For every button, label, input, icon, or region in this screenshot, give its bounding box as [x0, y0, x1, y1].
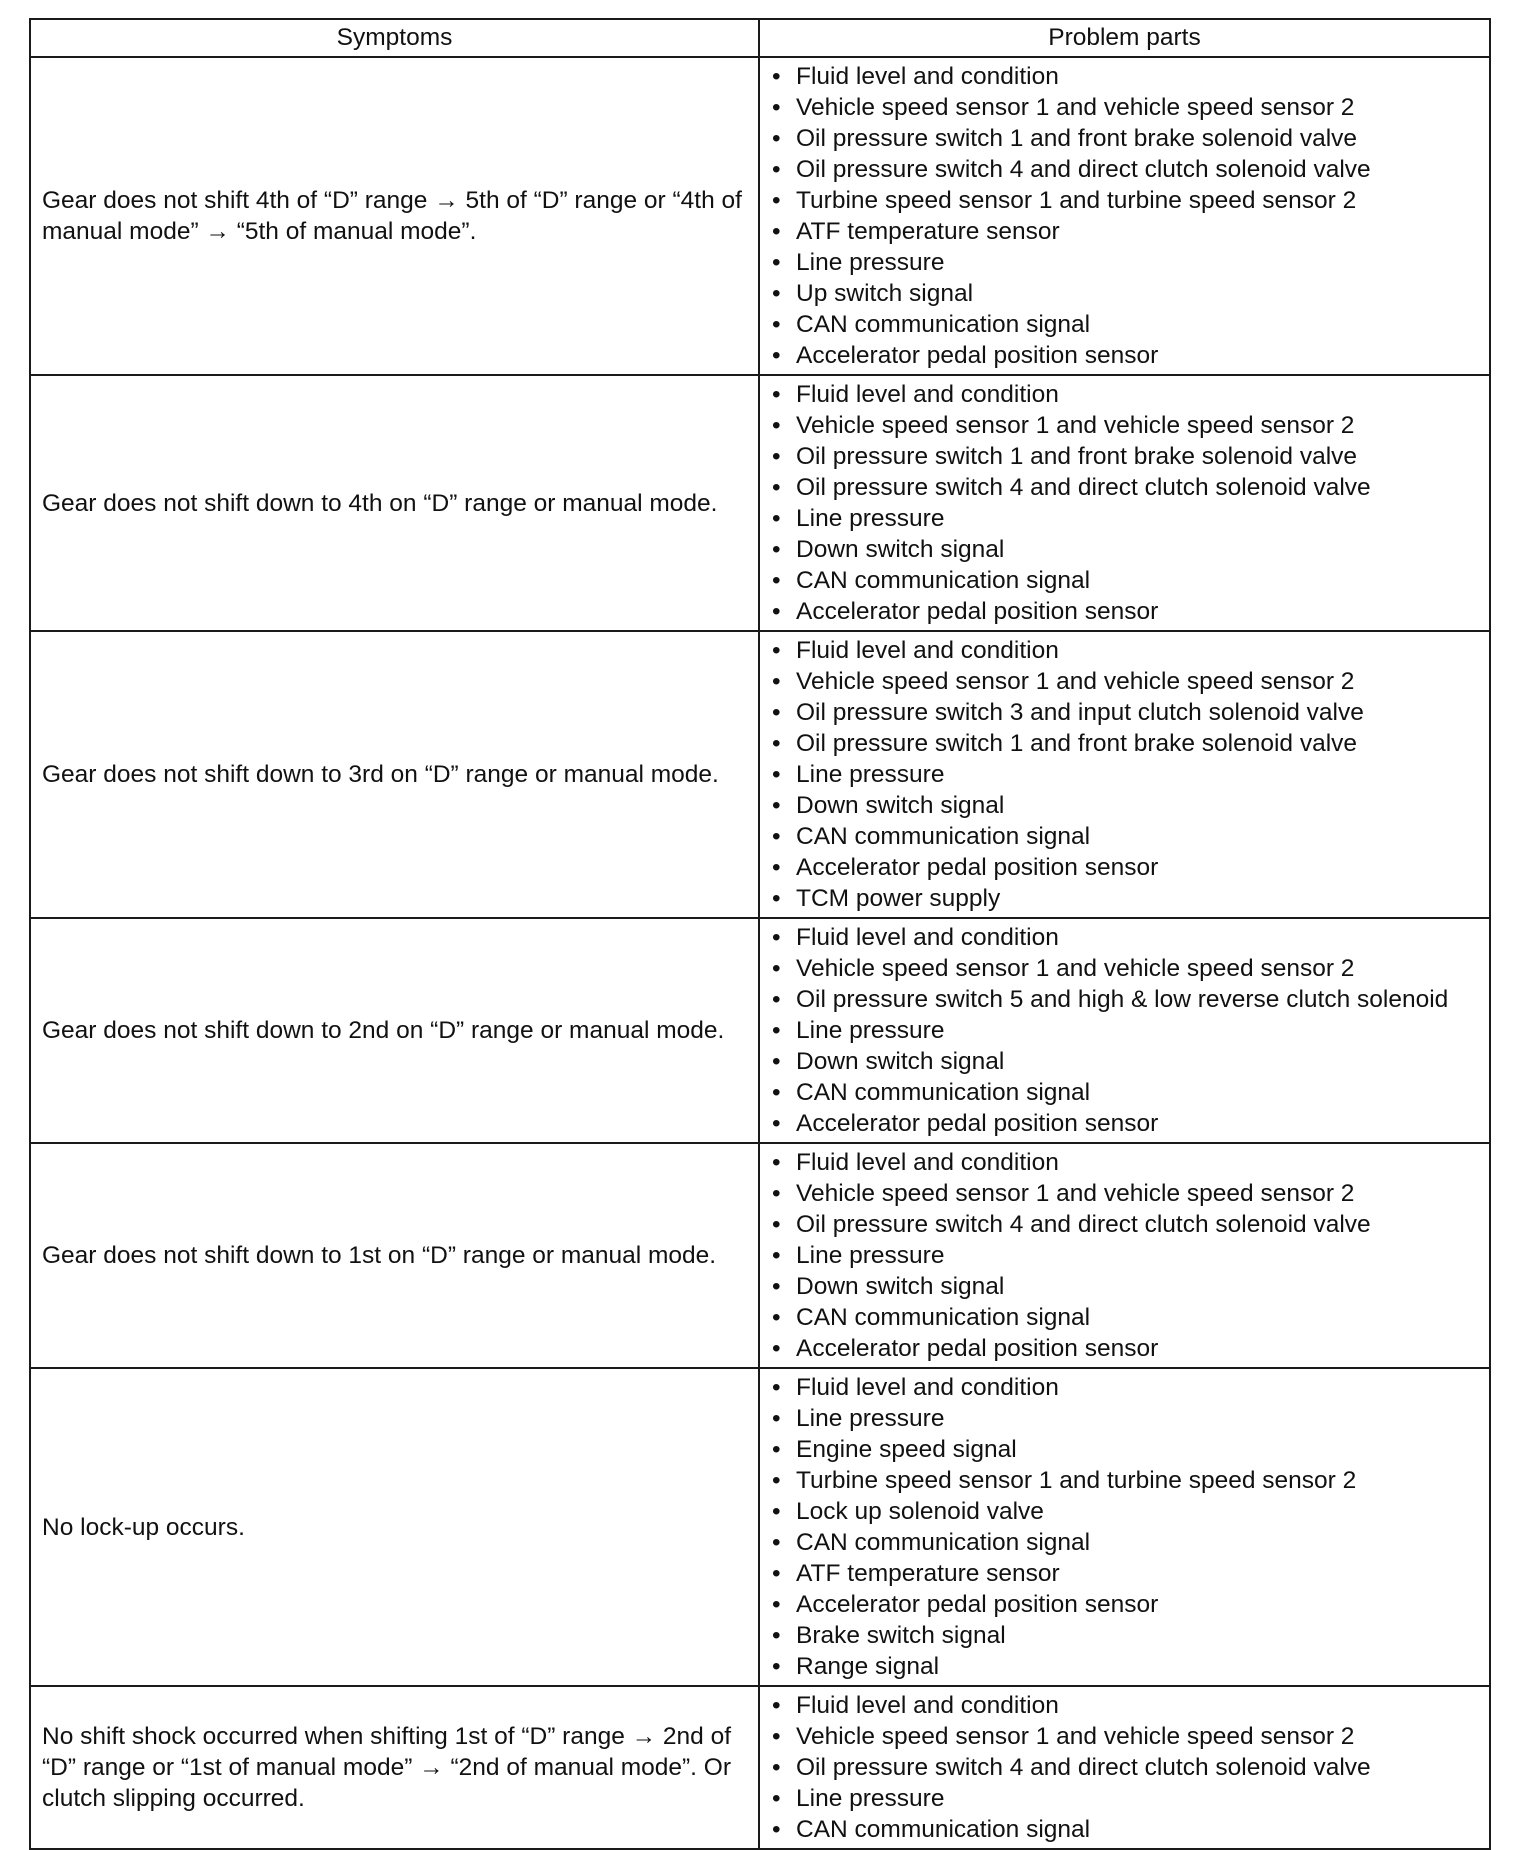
problem-part-text: Vehicle speed sensor 1 and vehicle speed sensor 2: [796, 412, 1355, 439]
bullet-icon: •: [772, 63, 781, 90]
problem-part-text: Oil pressure switch 4 and direct clutch solenoid valve: [796, 156, 1371, 183]
bullet-icon: •: [772, 1816, 781, 1843]
problem-part-text: Fluid level and condition: [796, 63, 1059, 90]
bullet-icon: •: [772, 1622, 781, 1649]
problem-part-text: Engine speed signal: [796, 1436, 1017, 1463]
bullet-icon: •: [772, 249, 781, 276]
bullet-icon: •: [772, 1723, 781, 1750]
problem-part-text: Brake switch signal: [796, 1622, 1006, 1649]
list-item: [770, 1372, 1485, 1403]
problem-part-text: Accelerator pedal position sensor: [796, 854, 1159, 881]
list-item: [770, 410, 1485, 441]
problem-part-text: Lock up solenoid valve: [796, 1498, 1044, 1525]
bullet-icon: •: [772, 94, 781, 121]
table-row: [30, 1686, 1490, 1849]
bullet-icon: •: [772, 637, 781, 664]
bullet-icon: •: [772, 1467, 781, 1494]
table-row: [30, 57, 1490, 375]
list-item: [770, 596, 1485, 627]
bullet-icon: •: [772, 187, 781, 214]
problem-parts-cell: [759, 375, 1490, 631]
list-item: [770, 1209, 1485, 1240]
bullet-icon: •: [772, 1110, 781, 1137]
problem-parts-list: [770, 922, 1485, 1139]
problem-part-text: CAN communication signal: [796, 1529, 1091, 1556]
problem-part-text: CAN communication signal: [796, 1304, 1091, 1331]
problem-part-text: Vehicle speed sensor 1 and vehicle speed sensor 2: [796, 1723, 1355, 1750]
bullet-icon: •: [772, 381, 781, 408]
bullet-icon: •: [772, 567, 781, 594]
problem-part-text: Line pressure: [796, 761, 945, 788]
problem-part-text: TCM power supply: [796, 885, 1001, 912]
problem-part-text: Down switch signal: [796, 1273, 1005, 1300]
problem-part-text: Oil pressure switch 4 and direct clutch solenoid valve: [796, 1211, 1371, 1238]
list-item: [770, 759, 1485, 790]
list-item: [770, 1178, 1485, 1209]
bullet-icon: •: [772, 1405, 781, 1432]
list-item: [770, 953, 1485, 984]
bullet-icon: •: [772, 1785, 781, 1812]
list-item: [770, 472, 1485, 503]
problem-part-text: CAN communication signal: [796, 567, 1091, 594]
problem-part-text: Oil pressure switch 4 and direct clutch solenoid valve: [796, 474, 1371, 501]
problem-part-text: Oil pressure switch 5 and high & low reverse clutch solenoid: [796, 986, 1449, 1013]
problem-parts-cell: [759, 631, 1490, 918]
list-item: [770, 154, 1485, 185]
problem-parts-list: [770, 61, 1485, 371]
table-body: [30, 57, 1490, 1849]
list-item: [770, 1752, 1485, 1783]
bullet-icon: •: [772, 1591, 781, 1618]
problem-part-text: Range signal: [796, 1653, 940, 1680]
list-item: [770, 790, 1485, 821]
list-item: [770, 247, 1485, 278]
list-item: [770, 1046, 1485, 1077]
list-item: [770, 1721, 1485, 1752]
bullet-icon: •: [772, 1335, 781, 1362]
symptom-cell: Gear does not shift down to 1st on “D” range or manual mode.: [30, 1143, 759, 1368]
bullet-icon: •: [772, 1180, 781, 1207]
problem-part-text: Fluid level and condition: [796, 1374, 1059, 1401]
problem-part-text: Oil pressure switch 1 and front brake solenoid valve: [796, 730, 1358, 757]
problem-part-text: Fluid level and condition: [796, 1149, 1059, 1176]
symptom-cell: No lock-up occurs.: [30, 1368, 759, 1686]
bullet-icon: •: [772, 1017, 781, 1044]
problem-parts-list: [770, 379, 1485, 627]
list-item: [770, 1589, 1485, 1620]
bullet-icon: •: [772, 792, 781, 819]
problem-part-text: Accelerator pedal position sensor: [796, 598, 1159, 625]
problem-parts-cell: [759, 1368, 1490, 1686]
bullet-icon: •: [772, 955, 781, 982]
bullet-icon: •: [772, 412, 781, 439]
symptom-cell: Gear does not shift down to 4th on “D” range or manual mode.: [30, 375, 759, 631]
bullet-icon: •: [772, 1048, 781, 1075]
list-item: [770, 379, 1485, 410]
bullet-icon: •: [772, 1304, 781, 1331]
problem-part-text: Down switch signal: [796, 1048, 1005, 1075]
bullet-icon: •: [772, 699, 781, 726]
problem-part-text: Accelerator pedal position sensor: [796, 1110, 1159, 1137]
problem-part-text: Line pressure: [796, 1242, 945, 1269]
bullet-icon: •: [772, 1754, 781, 1781]
table-row: [30, 1368, 1490, 1686]
bullet-icon: •: [772, 986, 781, 1013]
problem-part-text: Line pressure: [796, 505, 945, 532]
bullet-icon: •: [772, 1273, 781, 1300]
list-item: [770, 1690, 1485, 1721]
list-item: [770, 984, 1485, 1015]
list-item: [770, 340, 1485, 371]
bullet-icon: •: [772, 1242, 781, 1269]
problem-parts-list: [770, 1147, 1485, 1364]
list-item: [770, 697, 1485, 728]
problem-part-text: Fluid level and condition: [796, 924, 1059, 951]
problem-parts-cell: [759, 918, 1490, 1143]
bullet-icon: •: [772, 1692, 781, 1719]
list-item: [770, 441, 1485, 472]
list-item: [770, 1651, 1485, 1682]
table-row: [30, 375, 1490, 631]
list-item: [770, 565, 1485, 596]
problem-part-text: Oil pressure switch 1 and front brake solenoid valve: [796, 125, 1358, 152]
list-item: [770, 1403, 1485, 1434]
bullet-icon: •: [772, 924, 781, 951]
list-item: [770, 278, 1485, 309]
list-item: [770, 1558, 1485, 1589]
problem-parts-cell: [759, 1686, 1490, 1849]
bullet-icon: •: [772, 1211, 781, 1238]
header-row: [30, 19, 1490, 57]
list-item: [770, 1077, 1485, 1108]
problem-part-text: Line pressure: [796, 249, 945, 276]
list-item: [770, 1302, 1485, 1333]
problem-part-text: Line pressure: [796, 1405, 945, 1432]
problem-part-text: Vehicle speed sensor 1 and vehicle speed sensor 2: [796, 955, 1355, 982]
list-item: [770, 821, 1485, 852]
list-item: [770, 1783, 1485, 1814]
problem-part-text: Down switch signal: [796, 792, 1005, 819]
problem-part-text: Turbine speed sensor 1 and turbine speed sensor 2: [796, 187, 1357, 214]
problem-part-text: Fluid level and condition: [796, 381, 1059, 408]
bullet-icon: •: [772, 443, 781, 470]
list-item: [770, 728, 1485, 759]
problem-parts-cell: [759, 1143, 1490, 1368]
bullet-icon: •: [772, 474, 781, 501]
problem-part-text: ATF temperature sensor: [796, 218, 1060, 245]
problem-part-text: Oil pressure switch 1 and front brake solenoid valve: [796, 443, 1358, 470]
list-item: [770, 1015, 1485, 1046]
list-item: [770, 883, 1485, 914]
list-item: [770, 1147, 1485, 1178]
list-item: [770, 185, 1485, 216]
problem-parts-cell: [759, 57, 1490, 375]
problem-part-text: Vehicle speed sensor 1 and vehicle speed sensor 2: [796, 668, 1355, 695]
problem-part-text: Line pressure: [796, 1785, 945, 1812]
table-row: [30, 918, 1490, 1143]
symptom-cell: Gear does not shift down to 2nd on “D” range or manual mode.: [30, 918, 759, 1143]
list-item: [770, 309, 1485, 340]
problem-part-text: Accelerator pedal position sensor: [796, 342, 1159, 369]
problem-part-text: ATF temperature sensor: [796, 1560, 1060, 1587]
symptom-cell: No shift shock occurred when shifting 1st of “D” range → 2nd of “D” range or “1st of manual mode” → “2nd of manual mode”. Or clutch slipping occurred.: [30, 1686, 759, 1849]
table-row: [30, 631, 1490, 918]
bullet-icon: •: [772, 885, 781, 912]
list-item: [770, 534, 1485, 565]
bullet-icon: •: [772, 342, 781, 369]
header-symptoms: Symptoms: [30, 19, 759, 57]
list-item: [770, 1108, 1485, 1139]
bullet-icon: •: [772, 854, 781, 881]
bullet-icon: •: [772, 1529, 781, 1556]
problem-part-text: Accelerator pedal position sensor: [796, 1335, 1159, 1362]
problem-parts-list: [770, 1690, 1485, 1845]
problem-part-text: Oil pressure switch 4 and direct clutch solenoid valve: [796, 1754, 1371, 1781]
bullet-icon: •: [772, 668, 781, 695]
list-item: [770, 635, 1485, 666]
header-problem-parts: Problem parts: [759, 19, 1490, 57]
problem-part-text: Vehicle speed sensor 1 and vehicle speed sensor 2: [796, 1180, 1355, 1207]
list-item: [770, 1465, 1485, 1496]
bullet-icon: •: [772, 505, 781, 532]
list-item: [770, 1496, 1485, 1527]
list-item: [770, 503, 1485, 534]
list-item: [770, 1527, 1485, 1558]
bullet-icon: •: [772, 311, 781, 338]
problem-part-text: Fluid level and condition: [796, 637, 1059, 664]
bullet-icon: •: [772, 823, 781, 850]
diagnosis-table: [29, 18, 1491, 1850]
list-item: [770, 1333, 1485, 1364]
list-item: [770, 666, 1485, 697]
problem-part-text: Down switch signal: [796, 536, 1005, 563]
bullet-icon: •: [772, 536, 781, 563]
list-item: [770, 852, 1485, 883]
problem-part-text: Turbine speed sensor 1 and turbine speed sensor 2: [796, 1467, 1357, 1494]
list-item: [770, 61, 1485, 92]
problem-part-text: CAN communication signal: [796, 1079, 1091, 1106]
list-item: [770, 92, 1485, 123]
problem-part-text: Vehicle speed sensor 1 and vehicle speed sensor 2: [796, 94, 1355, 121]
bullet-icon: •: [772, 761, 781, 788]
problem-part-text: Line pressure: [796, 1017, 945, 1044]
symptom-cell: Gear does not shift down to 3rd on “D” range or manual mode.: [30, 631, 759, 918]
list-item: [770, 216, 1485, 247]
problem-part-text: CAN communication signal: [796, 823, 1091, 850]
list-item: [770, 1271, 1485, 1302]
problem-part-text: Fluid level and condition: [796, 1692, 1059, 1719]
bullet-icon: •: [772, 1436, 781, 1463]
list-item: [770, 1240, 1485, 1271]
bullet-icon: •: [772, 1149, 781, 1176]
problem-part-text: CAN communication signal: [796, 1816, 1091, 1843]
bullet-icon: •: [772, 1653, 781, 1680]
list-item: [770, 1814, 1485, 1845]
list-item: [770, 922, 1485, 953]
list-item: [770, 1620, 1485, 1651]
bullet-icon: •: [772, 1079, 781, 1106]
bullet-icon: •: [772, 1560, 781, 1587]
problem-parts-list: [770, 1372, 1485, 1682]
bullet-icon: •: [772, 280, 781, 307]
bullet-icon: •: [772, 730, 781, 757]
bullet-icon: •: [772, 156, 781, 183]
problem-parts-list: [770, 635, 1485, 914]
problem-part-text: Up switch signal: [796, 280, 974, 307]
table-row: [30, 1143, 1490, 1368]
bullet-icon: •: [772, 598, 781, 625]
list-item: [770, 1434, 1485, 1465]
bullet-icon: •: [772, 1374, 781, 1401]
problem-part-text: CAN communication signal: [796, 311, 1091, 338]
problem-part-text: Oil pressure switch 3 and input clutch solenoid valve: [796, 699, 1364, 726]
bullet-icon: •: [772, 1498, 781, 1525]
problem-part-text: Accelerator pedal position sensor: [796, 1591, 1159, 1618]
list-item: [770, 123, 1485, 154]
bullet-icon: •: [772, 125, 781, 152]
bullet-icon: •: [772, 218, 781, 245]
symptom-cell: Gear does not shift 4th of “D” range → 5th of “D” range or “4th of manual mode” → “5th of manual mode”.: [30, 57, 759, 375]
